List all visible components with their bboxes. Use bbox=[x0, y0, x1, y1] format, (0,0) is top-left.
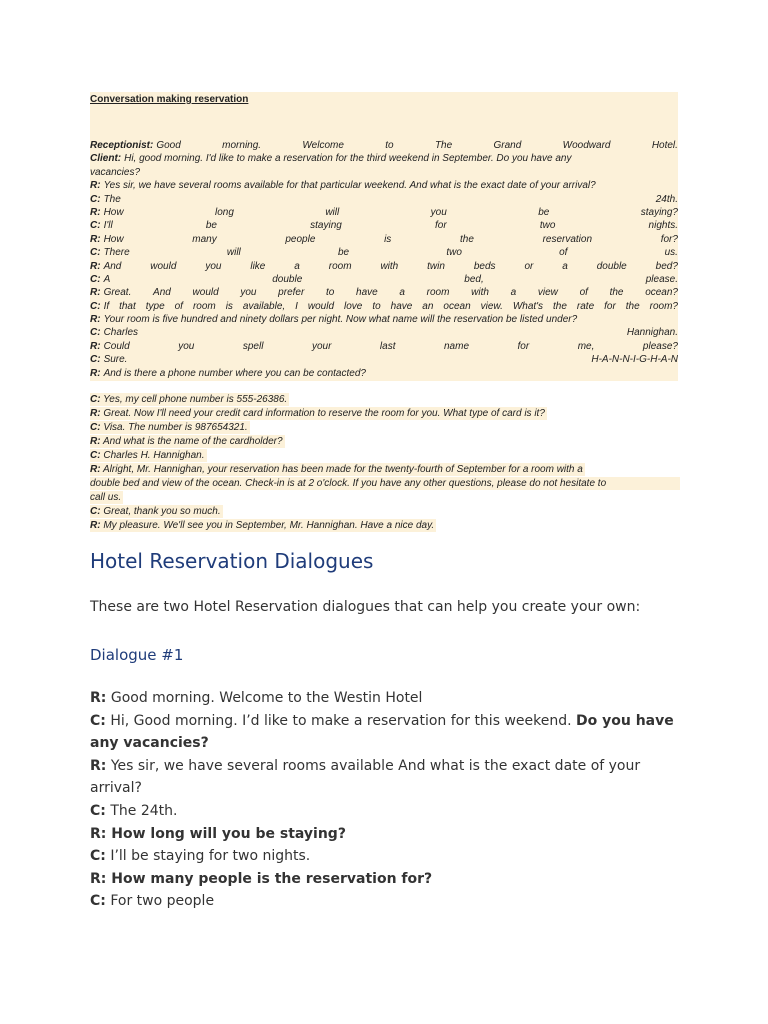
line-word: for bbox=[604, 300, 616, 312]
line-text: And what is the name of the cardholder? bbox=[100, 436, 283, 447]
line-word: is bbox=[384, 233, 392, 245]
speaker-label: C: bbox=[90, 220, 101, 232]
speaker-label: C: bbox=[90, 893, 106, 910]
line-word: a bbox=[399, 287, 405, 299]
line-text: Charles H. Hannighan. bbox=[100, 450, 205, 461]
line-word: would bbox=[192, 287, 219, 299]
line-word: I bbox=[295, 300, 298, 312]
line-word: with bbox=[380, 260, 399, 272]
line-text: Hi, good morning. I'd like to make a reservation for the third weekend in September. Do you have any bbox=[124, 153, 572, 165]
line-word: double bbox=[272, 273, 303, 285]
line-text: The 24th. bbox=[105, 802, 178, 819]
line-word: you bbox=[205, 260, 222, 272]
dialogue-line bbox=[90, 800, 680, 823]
speaker-label: R: bbox=[90, 870, 107, 887]
line-word: Hannighan. bbox=[626, 327, 678, 339]
conversation-line bbox=[90, 179, 678, 192]
dialogue-line bbox=[90, 710, 680, 755]
conversation-line bbox=[90, 300, 678, 313]
line-text: Good morning. Welcome to the Westin Hotel bbox=[106, 690, 423, 706]
conversation-line bbox=[90, 477, 680, 490]
conversation-line bbox=[90, 519, 436, 532]
speaker-label: R: bbox=[90, 260, 101, 272]
line-text: My pleasure. We'll see you in September, Mr. Hannighan. Have a nice day. bbox=[100, 520, 435, 531]
conversation-line bbox=[90, 233, 678, 246]
line-word: R: Could bbox=[90, 340, 130, 352]
line-word: name bbox=[444, 340, 470, 352]
conversation-line bbox=[90, 367, 678, 380]
line-text: I’ll be staying for two nights. bbox=[105, 848, 311, 865]
conversation-line bbox=[90, 435, 285, 448]
line-word: will bbox=[325, 206, 340, 218]
line-text: Yes sir, we have several rooms available And what is the exact date of your arrival? bbox=[90, 757, 641, 797]
line-word: Woodward bbox=[562, 140, 611, 151]
line-word: two bbox=[446, 247, 462, 259]
line-word: your bbox=[311, 340, 332, 352]
line-word: view bbox=[537, 287, 558, 299]
speaker-label: R: bbox=[90, 287, 101, 299]
line-word: R: How bbox=[90, 206, 124, 218]
line-text: How many people is the reservation for? bbox=[106, 870, 433, 887]
line-word: is bbox=[225, 300, 233, 312]
conversation-line bbox=[90, 139, 678, 152]
line-word: reservation bbox=[542, 233, 593, 245]
dialogue-line bbox=[90, 890, 680, 913]
line-text-bold: Do you have any vacancies? bbox=[90, 712, 674, 752]
dialogue-line bbox=[90, 845, 680, 868]
line-word: a bbox=[510, 287, 517, 299]
line-text: Alright, Mr. Hannighan, your reservation has been made for the twenty-fourth of September for a room with a bbox=[100, 464, 583, 475]
line-word: Grand bbox=[493, 140, 522, 151]
line-word: a bbox=[294, 260, 300, 272]
line-word: C: Sure. bbox=[90, 354, 128, 366]
line-word: And bbox=[153, 287, 171, 299]
conversation-line bbox=[90, 491, 123, 504]
line-text: double bed and view of the ocean. Check-in is at 2 o'clock. If you have any other questions, please do not hesitate to bbox=[90, 478, 607, 489]
line-word: view. bbox=[480, 300, 503, 312]
speaker-label: C: bbox=[90, 802, 106, 819]
line-text: vacancies? bbox=[90, 166, 141, 178]
line-word: people bbox=[285, 233, 316, 245]
line-word: twin bbox=[427, 260, 445, 272]
line-word: you bbox=[430, 206, 447, 218]
speaker-label: R: bbox=[90, 367, 101, 379]
line-word: of bbox=[579, 287, 588, 299]
line-word: an bbox=[422, 300, 434, 312]
speaker-label: R: bbox=[90, 206, 101, 218]
reservation-conversation-block bbox=[90, 92, 678, 381]
line-word: C: Charles bbox=[90, 327, 139, 339]
conversation-line bbox=[90, 326, 678, 339]
line-word: the bbox=[553, 300, 567, 312]
line-word: have bbox=[356, 287, 378, 299]
line-word: spell bbox=[242, 340, 264, 352]
line-word: room bbox=[426, 287, 450, 299]
speaker-label: Client: bbox=[90, 153, 122, 165]
speaker-label: C: bbox=[90, 354, 101, 366]
line-word: C: A bbox=[90, 273, 111, 285]
line-text: And is there a phone number where you can be contacted? bbox=[103, 367, 366, 379]
speaker-label: C: bbox=[90, 193, 101, 205]
dialogue-1 bbox=[90, 687, 680, 913]
line-word: be bbox=[538, 206, 550, 218]
line-word: bed? bbox=[655, 260, 678, 272]
line-word: room? bbox=[649, 300, 678, 312]
line-word: nights. bbox=[648, 220, 678, 232]
line-word: bed, bbox=[464, 273, 484, 285]
conversation-lines bbox=[90, 139, 678, 380]
line-word: prefer bbox=[278, 287, 305, 299]
line-word: room bbox=[192, 300, 216, 312]
line-word: 24th. bbox=[655, 193, 678, 205]
conversation-line bbox=[90, 340, 678, 353]
line-word: type bbox=[145, 300, 165, 312]
line-word: R: And bbox=[90, 260, 122, 272]
line-word: of bbox=[559, 247, 568, 259]
conversation-line bbox=[90, 463, 585, 476]
line-text: Yes sir, we have several rooms available for that particular weekend. And what is the exact date of your arrival? bbox=[103, 180, 596, 192]
line-word: to bbox=[385, 140, 394, 151]
line-text: Great. Now I'll need your credit card information to reserve the room for you. What type of card is it? bbox=[100, 408, 545, 419]
speaker-label: R: bbox=[90, 180, 101, 192]
dialogue-line bbox=[90, 823, 680, 846]
line-word: rate bbox=[576, 300, 595, 312]
conversation-line bbox=[90, 393, 289, 406]
line-word: room bbox=[328, 260, 352, 272]
line-word: have bbox=[390, 300, 413, 312]
line-word: Hotel. bbox=[651, 140, 678, 151]
line-word: the bbox=[459, 233, 474, 245]
line-word: for bbox=[517, 340, 530, 352]
line-word: you bbox=[178, 340, 195, 352]
speaker-label: R: bbox=[90, 233, 101, 245]
line-word: Receptionist: Good bbox=[90, 140, 181, 151]
speaker-label: C: bbox=[90, 273, 101, 285]
line-word: a bbox=[562, 260, 568, 272]
conversation-line bbox=[90, 313, 678, 326]
line-word: the bbox=[625, 300, 640, 312]
speaker-label: C: bbox=[90, 506, 101, 517]
line-word: C: If bbox=[90, 300, 110, 312]
conversation-line bbox=[90, 449, 207, 462]
conversation-line bbox=[90, 407, 547, 420]
speaker-label: C: bbox=[90, 712, 106, 729]
speaker-label: R: bbox=[90, 314, 101, 326]
dialogue-line bbox=[90, 868, 680, 891]
line-word: C: There bbox=[90, 247, 130, 259]
line-text: call us. bbox=[90, 492, 122, 503]
line-word: many bbox=[192, 233, 217, 245]
speaker-label: C: bbox=[90, 848, 106, 865]
speaker-label: R: bbox=[90, 340, 101, 352]
line-word: staying? bbox=[640, 206, 678, 218]
speaker-label: R: bbox=[90, 757, 107, 774]
speaker-label: R: bbox=[90, 825, 107, 842]
line-word: staying bbox=[310, 220, 342, 232]
line-word: for? bbox=[660, 233, 678, 245]
line-word: me, bbox=[577, 340, 595, 352]
conversation-line bbox=[90, 246, 678, 259]
dialogue-line bbox=[90, 687, 680, 710]
speaker-label: C: bbox=[90, 450, 101, 461]
conversation-line bbox=[90, 273, 678, 286]
line-word: us. bbox=[664, 247, 678, 259]
line-word: ocean bbox=[443, 300, 471, 312]
line-text: Great, thank you so much. bbox=[100, 506, 221, 517]
speaker-label: C: bbox=[90, 394, 101, 405]
conversation-line bbox=[90, 286, 678, 299]
line-text: Yes, my cell phone number is 555-26386. bbox=[100, 394, 288, 405]
line-word: or bbox=[524, 260, 534, 272]
line-word: for bbox=[434, 220, 447, 232]
line-word: be bbox=[205, 220, 217, 232]
line-text: Your room is five hundred and ninety dollars per night. Now what name will the reservation be listed under? bbox=[103, 314, 578, 326]
speaker-label: R: bbox=[90, 436, 101, 447]
speaker-label: R: bbox=[90, 464, 101, 475]
line-word: be bbox=[337, 247, 350, 259]
line-text: How long will you be staying? bbox=[106, 825, 346, 842]
speaker-label: R: bbox=[90, 520, 101, 531]
page-heading: Hotel Reservation Dialogues bbox=[90, 549, 374, 573]
line-word: What's bbox=[512, 300, 544, 312]
line-word: The bbox=[434, 140, 453, 151]
line-word: H-A-N-N-I-G-H-A-N bbox=[591, 354, 678, 366]
line-word: please? bbox=[642, 340, 678, 352]
line-word: love bbox=[344, 300, 363, 312]
conversation-title: Conversation making reservation bbox=[90, 94, 249, 105]
line-word: C: I'll bbox=[90, 220, 113, 232]
speaker-label: C: bbox=[90, 327, 101, 339]
line-text: Hi, Good morning. I’d like to make a reservation for this weekend. bbox=[105, 712, 576, 729]
conversation-line bbox=[90, 353, 678, 366]
line-word: R: How bbox=[90, 233, 124, 245]
line-word: please. bbox=[645, 273, 678, 285]
line-word: of bbox=[174, 300, 183, 312]
conversation-line bbox=[90, 260, 678, 273]
line-word: C: The bbox=[90, 193, 121, 205]
line-word: available, bbox=[242, 300, 286, 312]
line-word: long bbox=[215, 206, 234, 218]
conversation-line bbox=[90, 152, 678, 165]
conversation-line bbox=[90, 166, 678, 179]
conversation-line bbox=[90, 505, 223, 518]
speaker-label: Receptionist: bbox=[90, 140, 154, 151]
speaker-label: C: bbox=[90, 422, 101, 433]
line-word: to bbox=[325, 287, 335, 299]
line-word: last bbox=[379, 340, 396, 352]
line-text: For two people bbox=[105, 893, 215, 910]
line-word: with bbox=[471, 287, 489, 299]
line-word: you bbox=[240, 287, 257, 299]
speaker-label: C: bbox=[90, 300, 101, 312]
line-word: that bbox=[119, 300, 136, 312]
speaker-label: R: bbox=[90, 408, 101, 419]
conversation-line bbox=[90, 219, 678, 232]
line-word: would bbox=[150, 260, 177, 272]
line-word: to bbox=[372, 300, 381, 312]
line-word: double bbox=[596, 260, 627, 272]
line-text: Visa. The number is 987654321. bbox=[100, 422, 248, 433]
line-word: beds bbox=[473, 260, 496, 272]
line-word: like bbox=[250, 260, 266, 272]
line-word: R: Great. bbox=[90, 287, 132, 299]
line-word: the bbox=[609, 287, 624, 299]
speaker-label: C: bbox=[90, 247, 101, 259]
speaker-label: R: bbox=[90, 690, 107, 706]
dialogue-heading: Dialogue #1 bbox=[90, 646, 184, 664]
intro-text: These are two Hotel Reservation dialogues that can help you create your own: bbox=[90, 599, 641, 615]
line-word: will bbox=[226, 247, 241, 259]
conversation-line bbox=[90, 421, 250, 434]
line-word: would bbox=[307, 300, 335, 312]
line-word: Welcome bbox=[302, 140, 344, 151]
line-word: two bbox=[539, 220, 556, 232]
line-word: morning. bbox=[222, 140, 262, 151]
conversation-line bbox=[90, 193, 678, 206]
dialogue-line bbox=[90, 755, 680, 800]
conversation-line bbox=[90, 206, 678, 219]
line-word: ocean? bbox=[645, 287, 678, 299]
